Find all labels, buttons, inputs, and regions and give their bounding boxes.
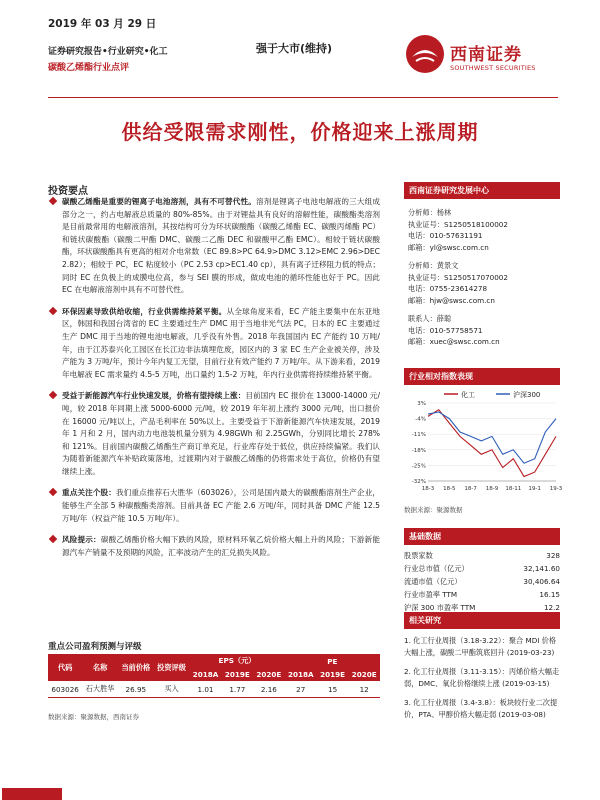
legend-label: 化工 bbox=[461, 391, 475, 399]
stat-label: 沪深 300 市盈率 TTM bbox=[404, 602, 476, 612]
stat-label: 行业市盈率 TTM bbox=[404, 589, 458, 599]
table-row bbox=[404, 549, 560, 562]
report-date: 2019 年 03 月 29 日 bbox=[48, 18, 157, 30]
stat-value: 328 bbox=[546, 551, 560, 560]
bullet-lead: 受益于新能源汽车行业快速发展，价格有望持续上涨： bbox=[62, 391, 246, 401]
related-heading: 相关研究 bbox=[404, 612, 560, 629]
analyst-name: 分析师：杨林 bbox=[408, 208, 452, 217]
summary-heading: 投资要点 bbox=[48, 186, 88, 197]
financials-heading: 重点公司盈利预测与评级 bbox=[48, 642, 142, 652]
summary-body bbox=[48, 196, 380, 568]
x-tick-label: 18-11 bbox=[505, 486, 522, 492]
col-eps: EPS（元） bbox=[189, 654, 284, 668]
logo-subtext: SOUTHWEST SECURITIES bbox=[450, 64, 536, 72]
bullet-lead: 重点关注个股： bbox=[62, 488, 116, 498]
cell-pe: 15 bbox=[317, 681, 349, 698]
cell-pe: 27 bbox=[285, 681, 317, 698]
x-tick-label: 18-3 bbox=[421, 486, 435, 492]
stat-value: 16.15 bbox=[539, 590, 560, 599]
col-price: 当前价格 bbox=[118, 654, 154, 681]
related-item[interactable]: 3. 化工行业周报（3.4-3.8）：板块较行业二次提价，PTA、甲醇价格大幅走弱 (2019-03-08) bbox=[404, 698, 558, 719]
col-rating: 投资评级 bbox=[154, 654, 190, 681]
analyst-phone: 电话：010-57631191 bbox=[408, 231, 483, 240]
analyst-email: 邮箱：hjw@swsc.com.cn bbox=[408, 295, 495, 305]
basic-data-table bbox=[404, 549, 560, 614]
cell-code: 603026 bbox=[48, 681, 82, 698]
table-row bbox=[404, 588, 560, 601]
basic-data bbox=[404, 528, 560, 614]
related-item[interactable]: 2. 化工行业周报（3.11-3.15）：丙烯价格大幅走弱，DMC、氧化价格继续上涨 (2019-03-15) bbox=[404, 667, 560, 688]
analyst-cert: 执业证号：S1250517070002 bbox=[408, 272, 508, 282]
footer-mark bbox=[2, 788, 62, 800]
index-chart-heading: 行业相对指数表现 bbox=[404, 368, 560, 385]
y-tick-label: -11% bbox=[411, 432, 426, 439]
stat-label: 流通市值（亿元） bbox=[404, 576, 462, 586]
contact-name: 联系人：薛聪 bbox=[408, 314, 452, 323]
col-pe: PE bbox=[285, 654, 380, 668]
summary-bullet bbox=[48, 487, 380, 525]
research-center-heading: 西南证券研究发展中心 bbox=[404, 182, 560, 199]
bullet-lead: 环保因素导致供给收缩，行业供需维持紧平衡。 bbox=[62, 306, 227, 316]
analyst-phone: 电话：0755-23614278 bbox=[408, 284, 488, 293]
index-chart-source: 数据来源：聚源数据 bbox=[404, 506, 463, 514]
bullet-lead: 风险提示： bbox=[62, 535, 101, 545]
bullet-marker-icon bbox=[49, 197, 57, 205]
series-line-0 bbox=[428, 410, 556, 477]
col-year: 2019E bbox=[317, 668, 349, 681]
contact-phone: 电话：010-57758571 bbox=[408, 325, 483, 335]
summary-bullet bbox=[48, 306, 380, 382]
bullet-text: 碳酸乙烯酯价格大幅下跌的风险，原材料环氧乙烷价格大幅上升的风险；下游新能源汽车产销量不及预期的风险，汇率波动产生的汇兑损失风险。 bbox=[62, 535, 381, 557]
y-tick-label: -32% bbox=[411, 479, 426, 485]
bullet-text: 从全球角度来看，EC 产能主要集中在东亚地区，韩国和我国台湾省的 EC 主要通过生产 DMC 用于当地非光气法 PC，日本的 EC 主要通过生产 DMC 用于当地的锂电池电解液，几乎没有外售。2018 年我国国内 EC 产能约 10 万吨/年，由于江苏泰兴化工园区在长江边非法填埋危废，园区内的 3 家 EC 生产企业被关停，涉及产能为 3 万吨/年，预计今年内复工无望，目前行业有效产能约 7 万吨/年。从下游来看，2019 年电解液 EC 需求量约 4.5-5 万吨，出口量约 1.5-2 万吨，年内行业供需将持续维持紧平衡。 bbox=[62, 306, 381, 379]
x-tick-label: 18-5 bbox=[443, 486, 456, 492]
table-row bbox=[404, 562, 560, 575]
analyst-info bbox=[404, 199, 560, 348]
logo-text: 西南证券 bbox=[450, 45, 522, 65]
summary-bullet bbox=[48, 534, 380, 559]
industry-rating: 强于大市(维持) bbox=[256, 42, 333, 55]
page-title: 供给受限需求刚性，价格迎来上涨周期 bbox=[121, 120, 479, 144]
bullet-text: 目前国内 EC 报价在 13000-14000 元/吨，较 2018 年同期上涨 5000-6000 元/吨，较 2019 年年初上涨约 3000 元/吨，出口报价在 16000 元/吨以上，产品毛利率在 50%以上。主要受益于下游新能源汽车快速发展，2019 年 1 月和 2 月，国内动力电池装机量分别为 4.98GWh 和 2.25GWh，分别同比增长 278%和 121%。目前国内碳酸乙烯酯生产商订单充足，行业库存处于低位，供应持续偏紧。我们认为随着新能源汽车补贴政策落地，过渡期内对于碳酸乙烯酯的仍将需求处于高位，价格仍有望继续上涨。 bbox=[62, 391, 381, 476]
x-tick-label: 18-9 bbox=[485, 486, 499, 492]
cell-name: 石大胜华 bbox=[82, 681, 118, 698]
col-year: 2018A bbox=[189, 668, 221, 681]
report-subtitle: 碳酸乙烯酯行业点评 bbox=[48, 63, 130, 73]
col-year: 2019E bbox=[222, 668, 254, 681]
y-tick-label: 3% bbox=[417, 401, 426, 407]
bullet-text: 溶剂是锂离子电池电解液的三大组成部分之一，约占电解液总质量的 80%-85%。由于对锂盐具有良好的溶解性能，碳酸酯类溶剂是目前最常用的电解液溶剂，其按结构可分为环状碳酸酯（碳酸乙烯酯 EC、碳酸丙烯酯 PC）和链状碳酸酯（碳酸二甲酯 DMC、碳酸二乙酯 DEC 和碳酸甲乙酯 EMC）。相较于链状碳酸酯，环状碳酸酯具有更高的相对介电常数（EC 89.8>PC 64.9>DMC 3.12>EMC 2.96>DEC 2.82）；相较于 PC，EC 粘度较小（PC 2.53 cp>EC1.40 cp），具有离子迁移阻力低的特点；同时 EC 在负极上的成膜电位高，参与 SEI 膜的形成，做成电池的循环性能也好于 PC。因此 EC 在电解液溶剂中具有不可替代性。 bbox=[62, 197, 381, 295]
col-year: 2020E bbox=[253, 668, 285, 681]
financials-table bbox=[48, 654, 380, 698]
index-chart bbox=[404, 385, 563, 501]
analyst-name: 分析师：黄景文 bbox=[408, 261, 459, 270]
summary-bullet bbox=[48, 390, 380, 478]
contact-email: 邮箱：xuec@swsc.com.cn bbox=[408, 337, 500, 346]
logo-icon bbox=[404, 33, 446, 75]
stat-value: 30,406.64 bbox=[523, 577, 560, 586]
cell-eps: 1.77 bbox=[222, 681, 254, 698]
cell-pe: 12 bbox=[348, 681, 380, 698]
bullet-marker-icon bbox=[49, 307, 57, 315]
col-name: 名称 bbox=[82, 654, 118, 681]
analyst-cert: 执业证号：S1250518100002 bbox=[408, 219, 508, 229]
bullet-marker-icon bbox=[49, 391, 57, 399]
basic-data-heading: 基础数据 bbox=[404, 528, 560, 545]
y-tick-label: -18% bbox=[411, 447, 426, 454]
legend-label: 沪深300 bbox=[513, 391, 541, 399]
stat-value: 12.2 bbox=[543, 603, 560, 612]
x-tick-label: 19-1 bbox=[528, 486, 541, 492]
related-research bbox=[404, 612, 560, 728]
col-year: 2018A bbox=[285, 668, 317, 681]
x-tick-label: 18-7 bbox=[464, 486, 477, 492]
cell-eps: 1.01 bbox=[189, 681, 221, 698]
research-center bbox=[404, 182, 560, 348]
analyst-email: 邮箱：yl@swsc.com.cn bbox=[408, 242, 489, 252]
summary-bullet bbox=[48, 196, 380, 297]
col-year: 2020E bbox=[348, 668, 380, 681]
header-divider bbox=[48, 97, 558, 98]
bullet-marker-icon bbox=[49, 488, 57, 496]
table-row bbox=[404, 575, 560, 588]
index-chart-panel bbox=[404, 368, 563, 514]
stat-label: 股票家数 bbox=[404, 550, 433, 560]
y-tick-label: -4% bbox=[415, 416, 426, 423]
y-tick-label: -25% bbox=[411, 463, 426, 470]
col-code: 代码 bbox=[48, 654, 82, 681]
cell-rating: 买入 bbox=[154, 681, 190, 698]
stat-label: 行业总市值（亿元） bbox=[404, 563, 469, 573]
related-item[interactable]: 1. 化工行业周报（3.18-3.22）：聚合 MDI 价格大幅上涨，碳酸二甲酯筑底回升 (2019-03-23) bbox=[404, 636, 557, 657]
x-tick-label: 19-3 bbox=[549, 486, 563, 492]
bullet-text: 我们重点推荐石大胜华（603026），公司是国内最大的碳酸酯溶剂生产企业，能够生产全部 5 种碳酸酯类溶剂。目前具备 EC 产能 2.6 万吨/年，同时具备 DMC 产能 12.5 万吨/年（权益产能 10.5 万吨/年）。 bbox=[62, 488, 381, 523]
stat-value: 32,141.60 bbox=[523, 564, 560, 573]
related-list bbox=[404, 629, 560, 720]
bullet-lead: 碳酸乙烯酯是重要的锂离子电池溶剂，具有不可替代性。 bbox=[62, 197, 257, 206]
cell-price: 26.95 bbox=[118, 681, 154, 698]
cell-eps: 2.16 bbox=[253, 681, 285, 698]
report-type: 证券研究报告•行业研究•化工 bbox=[48, 47, 168, 57]
financials-source: 数据来源：聚源数据，西南证券 bbox=[48, 713, 139, 721]
bullet-marker-icon bbox=[49, 535, 57, 543]
table-row bbox=[48, 681, 380, 698]
